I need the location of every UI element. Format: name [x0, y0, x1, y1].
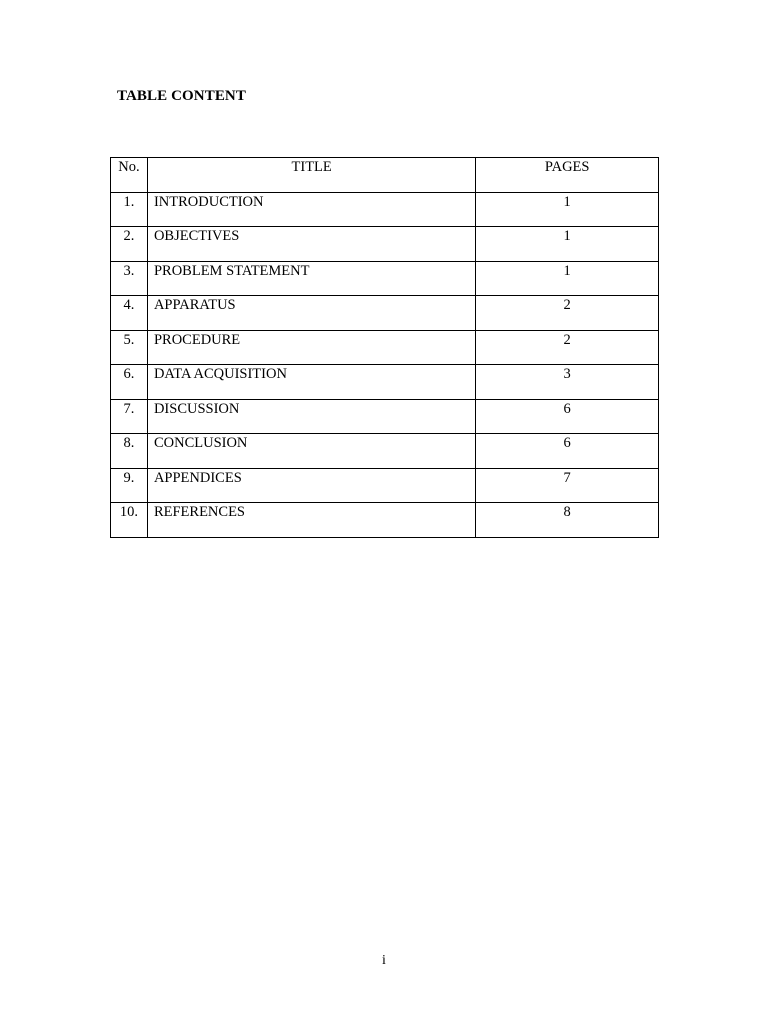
row-page: 2 — [476, 330, 659, 365]
row-title: PROCEDURE — [147, 330, 475, 365]
header-title: TITLE — [147, 158, 475, 193]
row-page: 1 — [476, 192, 659, 227]
row-number: 8. — [111, 434, 148, 469]
table-row — [111, 365, 659, 400]
contents-table — [110, 157, 659, 538]
row-number: 6. — [111, 365, 148, 400]
row-page: 7 — [476, 468, 659, 503]
row-number: 3. — [111, 261, 148, 296]
table-row — [111, 330, 659, 365]
table-row — [111, 296, 659, 331]
row-page: 6 — [476, 399, 659, 434]
row-number: 1. — [111, 192, 148, 227]
row-title: DISCUSSION — [147, 399, 475, 434]
table-row — [111, 468, 659, 503]
table-row — [111, 399, 659, 434]
row-page: 6 — [476, 434, 659, 469]
page-title: TABLE CONTENT — [117, 88, 246, 104]
table-row — [111, 261, 659, 296]
row-title: REFERENCES — [147, 503, 475, 538]
row-number: 9. — [111, 468, 148, 503]
row-title: INTRODUCTION — [147, 192, 475, 227]
header-no: No. — [111, 158, 148, 193]
row-number: 5. — [111, 330, 148, 365]
row-title: APPARATUS — [147, 296, 475, 331]
table-header-row — [111, 158, 659, 193]
row-title: OBJECTIVES — [147, 227, 475, 262]
table-row — [111, 434, 659, 469]
row-page: 2 — [476, 296, 659, 331]
row-number: 7. — [111, 399, 148, 434]
table-row — [111, 192, 659, 227]
row-number: 10. — [111, 503, 148, 538]
table-row — [111, 503, 659, 538]
row-number: 4. — [111, 296, 148, 331]
row-number: 2. — [111, 227, 148, 262]
row-page: 1 — [476, 227, 659, 262]
row-title: CONCLUSION — [147, 434, 475, 469]
row-page: 3 — [476, 365, 659, 400]
row-title: DATA ACQUISITION — [147, 365, 475, 400]
row-page: 1 — [476, 261, 659, 296]
row-title: APPENDICES — [147, 468, 475, 503]
row-page: 8 — [476, 503, 659, 538]
table-row — [111, 227, 659, 262]
row-title: PROBLEM STATEMENT — [147, 261, 475, 296]
page-number: i — [382, 953, 386, 968]
header-pages: PAGES — [476, 158, 659, 193]
